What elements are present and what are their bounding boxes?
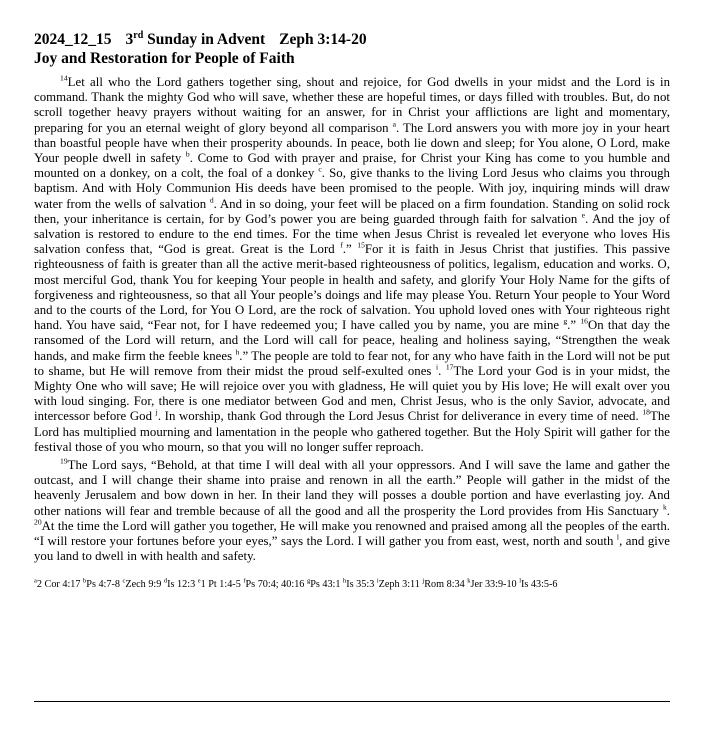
verse-number: 16 — [580, 316, 588, 326]
document-heading — [34, 30, 670, 68]
footnote-reference: Is 12:3 — [167, 578, 196, 590]
body-text: . — [666, 503, 670, 518]
footnote-marker: g — [563, 316, 568, 326]
footnote-marker: b — [185, 149, 190, 159]
footnote-item — [377, 579, 420, 590]
footnote-marker: a — [392, 119, 397, 129]
footnote-marker: f — [340, 240, 343, 250]
footnote-mark: h — [343, 577, 347, 585]
body-paragraph — [34, 458, 670, 564]
footnote-marker: k — [662, 502, 667, 512]
body-text: .” — [567, 318, 581, 333]
body-text: .” The people are told to fear not, for any who have faith in the Lord will not be put to shame, but He will remove from their midst the proud self-exulted ones — [34, 348, 670, 378]
footnote-marker: d — [209, 195, 214, 205]
document-page — [34, 30, 670, 591]
body-text: . Come to God with prayer and praise, for Christ your King has come to you humble and mounted on a donkey, on a colt, the foal of a donkey — [34, 151, 670, 181]
body-text: . In worship, thank God through the Lord Jesus Christ for deliverance in every time of need. — [157, 409, 643, 424]
verse-number: 20 — [34, 517, 42, 527]
footnote-item — [467, 579, 516, 590]
body-text: , and give you land to dwell in with health and safety. — [34, 534, 670, 564]
footnote-mark: i — [376, 577, 379, 585]
sunday-name: Sunday in Advent — [147, 31, 266, 48]
body-text: . So, give thanks to the living Lord Jesus who claims you through baptism. And with Holy Communion His deeds have been promised to the people. With joy, inquiring minds will draw water from the wells of salvation — [34, 166, 670, 211]
body-text: .” — [342, 242, 358, 257]
footnotes — [34, 578, 670, 591]
footnote-reference: Ps 4:7-8 — [86, 578, 120, 590]
body-text: . The Lord answers you with more joy in your heart than boastful people have when their prosperity abounds. In peace, both lie down and sleep; for You alone, O Lord, make Your people dwell in safety — [34, 120, 670, 166]
body-text: For it is faith in Jesus Christ that justifies. This passive righteousness of faith is greater than all the active merit-based righteousness of politics, legalism, education and works. O, most merciful God, thank You for keeping Your people in health and safety, and glorify Your Holy Name for the gifts of forgiveness and righteousness, so that all Your people’s doings and life may please You. Return Your people to Your Word and to the courts of the Lord, for You O Lord, are the rock of salvation. You uphold loved ones with Your righteous right hand. You have said, “Fear not, for I have redeemed you; I have called you by name, you are mine — [34, 242, 670, 333]
footnote-mark: a — [34, 577, 37, 585]
footnote-marker: c — [318, 164, 322, 174]
footnote-reference: Ps 43:1 — [310, 578, 341, 590]
footnote-marker: e — [581, 210, 586, 220]
footnote-mark: j — [422, 577, 425, 585]
footnote-item — [198, 579, 241, 590]
body-text: . — [438, 363, 446, 378]
footnote-item — [34, 579, 80, 590]
footnote-mark: k — [467, 577, 471, 585]
body-text: At the time the Lord will gather you together, He will make you renowned and praised among all the peoples of the earth. “I will restore your fortunes before your eyes,” says the Lord. I will gather you from east, west, north and south — [34, 518, 670, 549]
verse-number: 17 — [445, 362, 454, 372]
sunday-suffix: rd — [133, 29, 144, 41]
footnote-reference: Rom 8:34 — [424, 578, 465, 590]
footnote-mark: d — [163, 577, 168, 585]
footnote-marker: j — [155, 408, 158, 418]
verse-number: 15 — [357, 240, 365, 250]
scripture-reference: Zeph 3:14-20 — [279, 31, 367, 48]
footnote-reference: Jer 33:9-10 — [470, 578, 517, 590]
footnote-mark: l — [519, 577, 521, 585]
sermon-date: 2024_12_15 — [34, 31, 112, 48]
footnote-reference: Ps 70:4; 40:16 — [245, 578, 305, 590]
body-text: The Lord has multiplied mourning and lamentation in the people who gathered together. But the Holy Spirit will gather for the festival those of you who mourn, so that you will no longer suffer reproach. — [34, 409, 670, 454]
footnote-marker: h — [235, 347, 240, 357]
footnote-mark: f — [243, 577, 246, 585]
footnote-item — [343, 579, 374, 590]
footnote-divider — [34, 701, 670, 702]
heading-line — [34, 30, 670, 49]
footnote-item — [519, 579, 557, 590]
body-text: Let all who the Lord gathers together sing, shout and rejoice, for God dwells in your midst and the Lord is in command. Thank the mighty God who will save, whether these are hopeful times, or days filled with troubles. But, do not scroll together heavy prayers without waiting for an answer, for in Christ your afflictions are light and momentary, preparing for you an eternal weight of glory beyond all comparison — [34, 75, 670, 135]
footnote-reference: Is 43:5-6 — [521, 578, 558, 590]
document-body — [34, 75, 670, 565]
body-text: . And the joy of salvation is restored to endure to the end times. For the time when Jesus Christ is revealed let everyone who loves His salvation confess that, “God is great. Great is the Lord — [34, 211, 670, 257]
footnote-item — [307, 579, 341, 590]
footnote-mark: e — [197, 577, 201, 585]
body-text: The Lord says, “Behold, at that time I will deal with all your oppressors. And I will save the lame and gather the outcast, and I will change their shame into praise and renown in all the earth.” People will gather in the midst of the heavenly Jerusalem and bow down in her. In their land they will posses a double portion and have everlasting joy. And other nations will fear and tremble because of all the good and all the prosperity the Lord provides from His Sanctuary — [34, 458, 670, 518]
footnote-reference: 1 Pt 1:4-5 — [200, 578, 241, 590]
footnote-mark: c — [122, 577, 126, 585]
verse-number: 14 — [60, 73, 68, 83]
footnote-marker: l — [616, 532, 620, 542]
footnote-reference: Is 35:3 — [346, 578, 375, 590]
body-text: The Lord your God is in your midst, the Mighty One who will save; He will rejoice over you with gladness, He will quiet you by His love; He will exalt over you with loud singing. For, there is one mediator between God and men, Christ Jesus, who is the only Savior, advocate, and intercessor before God — [34, 363, 670, 424]
sermon-title: Joy and Restoration for People of Faith — [34, 50, 295, 67]
verse-number: 18 — [642, 408, 650, 418]
footnote-reference: Zech 9:9 — [125, 578, 162, 590]
sunday-number: 3 — [125, 31, 134, 48]
footnote-item — [83, 579, 120, 590]
footnote-item — [422, 579, 464, 590]
footnote-mark: g — [306, 577, 311, 585]
footnote-mark: b — [83, 577, 87, 585]
footnote-item — [164, 579, 195, 590]
footnote-item — [243, 579, 304, 590]
footnote-reference: Zeph 3:11 — [378, 578, 420, 590]
body-text: . And in so doing, your feet will be placed on a firm foundation. Standing on solid rock then, your inheritance is certain, for by God’s power you are being guarded through faith for salvation — [34, 196, 671, 226]
body-text: On that day the ransomed of the Lord will return, and the Lord will call for peace, healing and holiness saying, “Strengthen the weak hands, and make firm the feeble knees — [34, 318, 670, 363]
footnote-reference: 2 Cor 4:17 — [36, 578, 81, 590]
footnote-item — [123, 579, 162, 590]
footnote-marker: i — [435, 362, 439, 372]
verse-number: 19 — [60, 456, 68, 466]
body-paragraph — [34, 75, 670, 455]
